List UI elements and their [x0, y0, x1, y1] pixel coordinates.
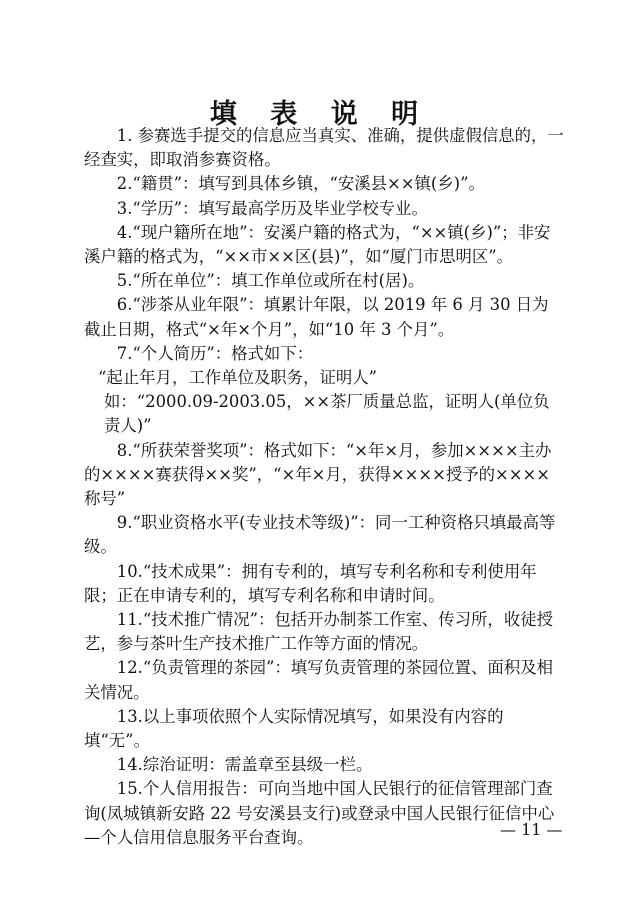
resume-format: “起止年月，工作单位及职务，证明人”: [98, 368, 378, 388]
paragraph-12: 12.“负责管理的茶园”：填写负责管理的茶园位置、面积及相关情况。: [84, 658, 553, 702]
paragraph-10: 10.“技术成果”：拥有专利的，填写专利名称和专利使用年限；正在申请专利的，填写专利名称和申请时间。: [84, 561, 537, 605]
paragraph-6: 6.“涉茶从业年限”：填累计年限，以 2019 年 6 月 30 日为截止日期，格式“×年×个月”，如“10 年 3 个月”。: [84, 295, 549, 339]
paragraph-3: 3.“学历”：填写最高学历及毕业学校专业。: [116, 198, 428, 218]
paragraph-11: 11.“技术推广情况”：包括开办制茶工作室、传习所，收徒授艺，参与茶叶生产技术推广工作等方面的情况。: [84, 610, 553, 654]
paragraph-1: 1. 参赛选手提交的信息应当真实、准确，提供虚假信息的，一经查实，即取消参赛资格。: [84, 126, 564, 170]
paragraph-15: 15.个人信用报告：可向当地中国人民银行的征信管理部门查询(凤城镇新安路 22 号安溪县支行)或登录中国人民银行征信中心—个人信用信息服务平台查询。: [84, 779, 555, 847]
paragraph-8: 8.“所获荣誉奖项”：格式如下：“×年×月，参加××××主办的××××赛获得××奖”，“×年×月，获得××××授予的××××称号”: [84, 440, 552, 509]
paragraph-14: 14.综治证明：需盖章至县级一栏。: [116, 755, 373, 775]
document-title: 填 表 说 明: [209, 99, 431, 130]
paragraph-5: 5.“所在单位”：填工作单位或所在村(居)。: [116, 271, 425, 291]
paragraph-9: 9.“职业资格水平(专业技术等级)”：同一工种资格只填最高等级。: [84, 513, 556, 557]
resume-example: 如：“2000.09-2003.05，××茶厂质量总监，证明人(单位负责人)”: [104, 392, 550, 436]
paragraph-2: 2.“籍贯”：填写到具体乡镇，“安溪县××镇(乡)”。: [116, 174, 485, 194]
page-number: — 11 —: [500, 820, 563, 839]
paragraph-4: 4.“现户籍所在地”：安溪户籍的格式为，“××镇(乡)”；非安溪户籍的格式为，“××市××区(县)”，如“厦门市思明区”。: [84, 222, 551, 267]
paragraph-7: 7.“个人简历”：格式如下：: [116, 343, 314, 363]
document-body: [84, 124, 564, 850]
paragraph-13: 13.以上事项依照个人实际情况填写，如果没有内容的填“无”。: [84, 706, 504, 751]
